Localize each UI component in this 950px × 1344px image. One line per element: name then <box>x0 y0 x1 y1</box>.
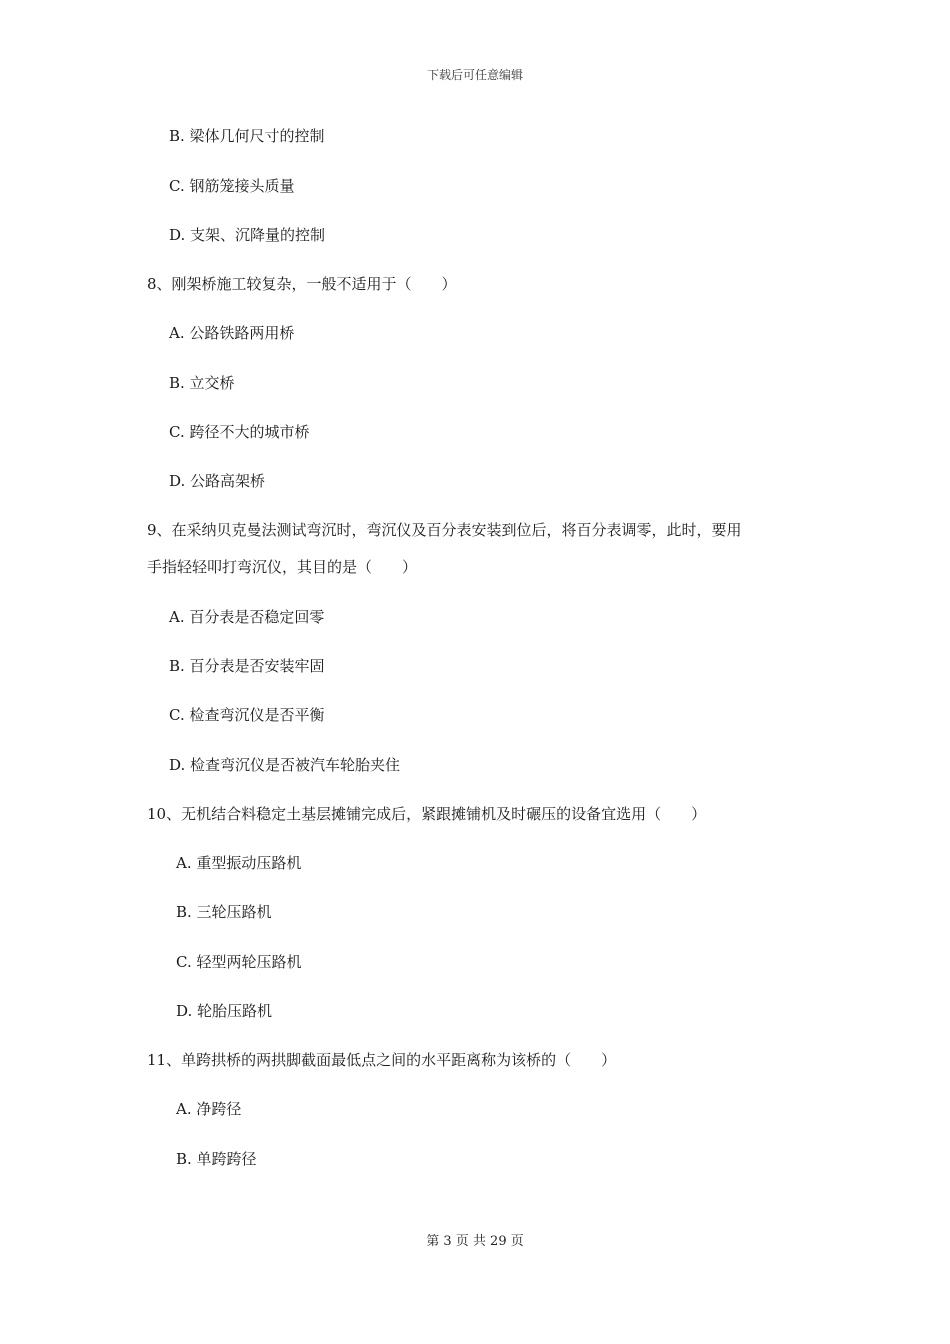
q10-option-a: A. 重型振动压路机 <box>176 854 302 872</box>
q11-option-a: A. 净跨径 <box>176 1100 242 1118</box>
q7-option-c: C. 钢筋笼接头质量 <box>169 177 295 195</box>
q9-option-c: C. 检查弯沉仪是否平衡 <box>169 706 325 724</box>
q9-option-d: D. 检查弯沉仪是否被汽车轮胎夹住 <box>169 756 401 774</box>
q7-option-b: B. 梁体几何尺寸的控制 <box>169 127 325 145</box>
q8-option-b: B. 立交桥 <box>169 374 235 392</box>
q10-option-c: C. 轻型两轮压路机 <box>176 953 302 971</box>
q8-stem: 8、刚架桥施工较复杂，一般不适用于（ ） <box>147 275 457 293</box>
q11-stem: 11、单跨拱桥的两拱脚截面最低点之间的水平距离称为该桥的（ ） <box>147 1051 617 1069</box>
q10-stem: 10、无机结合料稳定土基层摊铺完成后，紧跟摊铺机及时碾压的设备宜选用（ ） <box>147 805 707 823</box>
q9-option-a: A. 百分表是否稳定回零 <box>169 608 325 626</box>
q8-option-d: D. 公路高架桥 <box>169 472 266 490</box>
q8-option-c: C. 跨径不大的城市桥 <box>169 423 310 441</box>
q9-option-b: B. 百分表是否安装牢固 <box>169 657 325 675</box>
q8-option-a: A. 公路铁路两用桥 <box>169 324 295 342</box>
q7-option-d: D. 支架、沉降量的控制 <box>169 226 326 244</box>
q9-stem-line1: 9、在采纳贝克曼法测试弯沉时，弯沉仪及百分表安装到位后，将百分表调零，此时，要用 <box>147 521 742 539</box>
page-header: 下载后可任意编辑 <box>426 68 523 82</box>
q9-stem-line2: 手指轻轻叩打弯沉仪，其目的是（ ） <box>147 558 418 576</box>
q11-option-b: B. 单跨跨径 <box>176 1150 257 1168</box>
q10-option-b: B. 三轮压路机 <box>176 903 272 921</box>
page-number: 第 3 页 共 29 页 <box>426 1234 524 1249</box>
q10-option-d: D. 轮胎压路机 <box>176 1002 273 1020</box>
